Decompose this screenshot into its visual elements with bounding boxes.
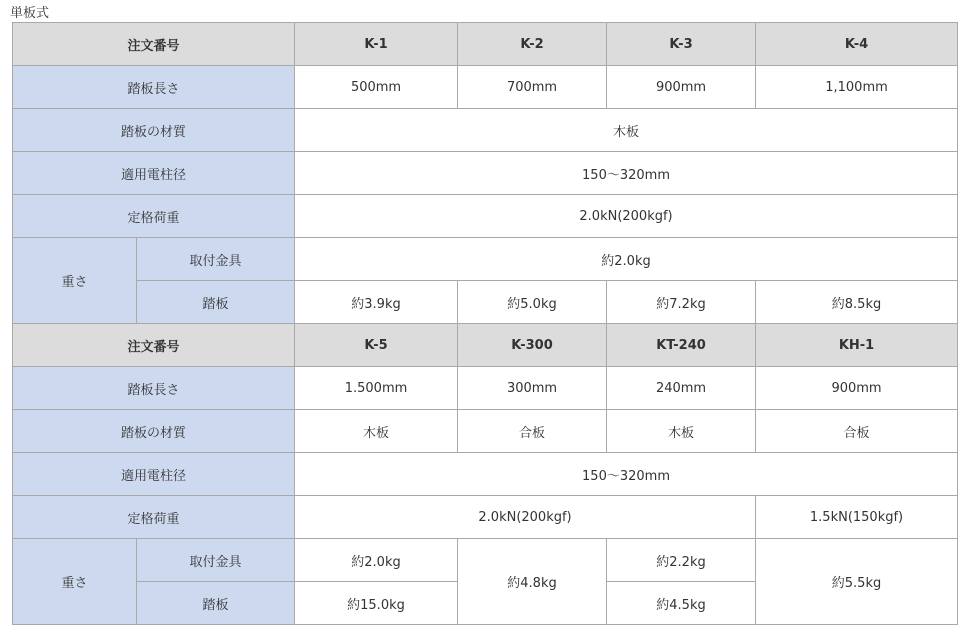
table-cell: 合板 [458,410,607,453]
table-cell: 約8.5kg [756,281,958,324]
board-label: 踏板 [137,582,295,625]
header-row-2 [13,324,958,367]
length-row-2 [13,367,958,410]
table-cell: 木板 [295,410,458,453]
diameter-label: 適用電柱径 [13,453,295,496]
table-cell: 約5.5kg [756,539,958,625]
model-k2: K-2 [458,23,607,66]
table-cell: 約15.0kg [295,582,458,625]
table-cell: 約3.9kg [295,281,458,324]
model-kt240: KT-240 [607,324,756,367]
weight-label: 重さ [13,539,137,625]
diameter-label: 適用電柱径 [13,152,295,195]
diameter-row-2 [13,453,958,496]
material-label: 踏板の材質 [13,109,295,152]
table-cell: 約2.2kg [607,539,756,582]
order-number-header: 注文番号 [13,324,295,367]
length-row-1 [13,66,958,109]
fitting-label: 取付金具 [137,539,295,582]
table-cell: 2.0kN(200kgf) [295,195,958,238]
table-cell: 900mm [607,66,756,109]
order-number-header: 注文番号 [13,23,295,66]
table-cell: 2.0kN(200kgf) [295,496,756,539]
table-cell: 約7.2kg [607,281,756,324]
table-cell: 1.500mm [295,367,458,410]
weight-fitting-row-1 [13,238,958,281]
fitting-label: 取付金具 [137,238,295,281]
model-kh1: KH-1 [756,324,958,367]
table-cell: 150〜320mm [295,152,958,195]
table-cell: 1,100mm [756,66,958,109]
model-k1: K-1 [295,23,458,66]
model-k4: K-4 [756,23,958,66]
load-row-2 [13,496,958,539]
table-cell: 約2.0kg [295,238,958,281]
table-cell: 900mm [756,367,958,410]
header-row-1 [13,23,958,66]
table-cell: 240mm [607,367,756,410]
table-cell: 約4.5kg [607,582,756,625]
load-label: 定格荷重 [13,195,295,238]
table-cell: 合板 [756,410,958,453]
table-cell: 1.5kN(150kgf) [756,496,958,539]
material-label: 踏板の材質 [13,410,295,453]
table-cell: 約4.8kg [458,539,607,625]
material-row-2 [13,410,958,453]
table-cell: 150〜320mm [295,453,958,496]
table-cell: 500mm [295,66,458,109]
load-label: 定格荷重 [13,496,295,539]
table-cell: 700mm [458,66,607,109]
length-label: 踏板長さ [13,66,295,109]
weight-label: 重さ [13,238,137,324]
weight-fitting-row-2 [13,539,958,582]
board-label: 踏板 [137,281,295,324]
table-cell: 約5.0kg [458,281,607,324]
spec-table [12,22,958,625]
table-cell: 約2.0kg [295,539,458,582]
table-caption: 単板式 [10,6,50,21]
table-cell: 木板 [607,410,756,453]
model-k3: K-3 [607,23,756,66]
material-row-1 [13,109,958,152]
model-k300: K-300 [458,324,607,367]
model-k5: K-5 [295,324,458,367]
table-cell: 木板 [295,109,958,152]
table-cell: 300mm [458,367,607,410]
length-label: 踏板長さ [13,367,295,410]
load-row-1 [13,195,958,238]
weight-board-row-1 [13,281,958,324]
diameter-row-1 [13,152,958,195]
